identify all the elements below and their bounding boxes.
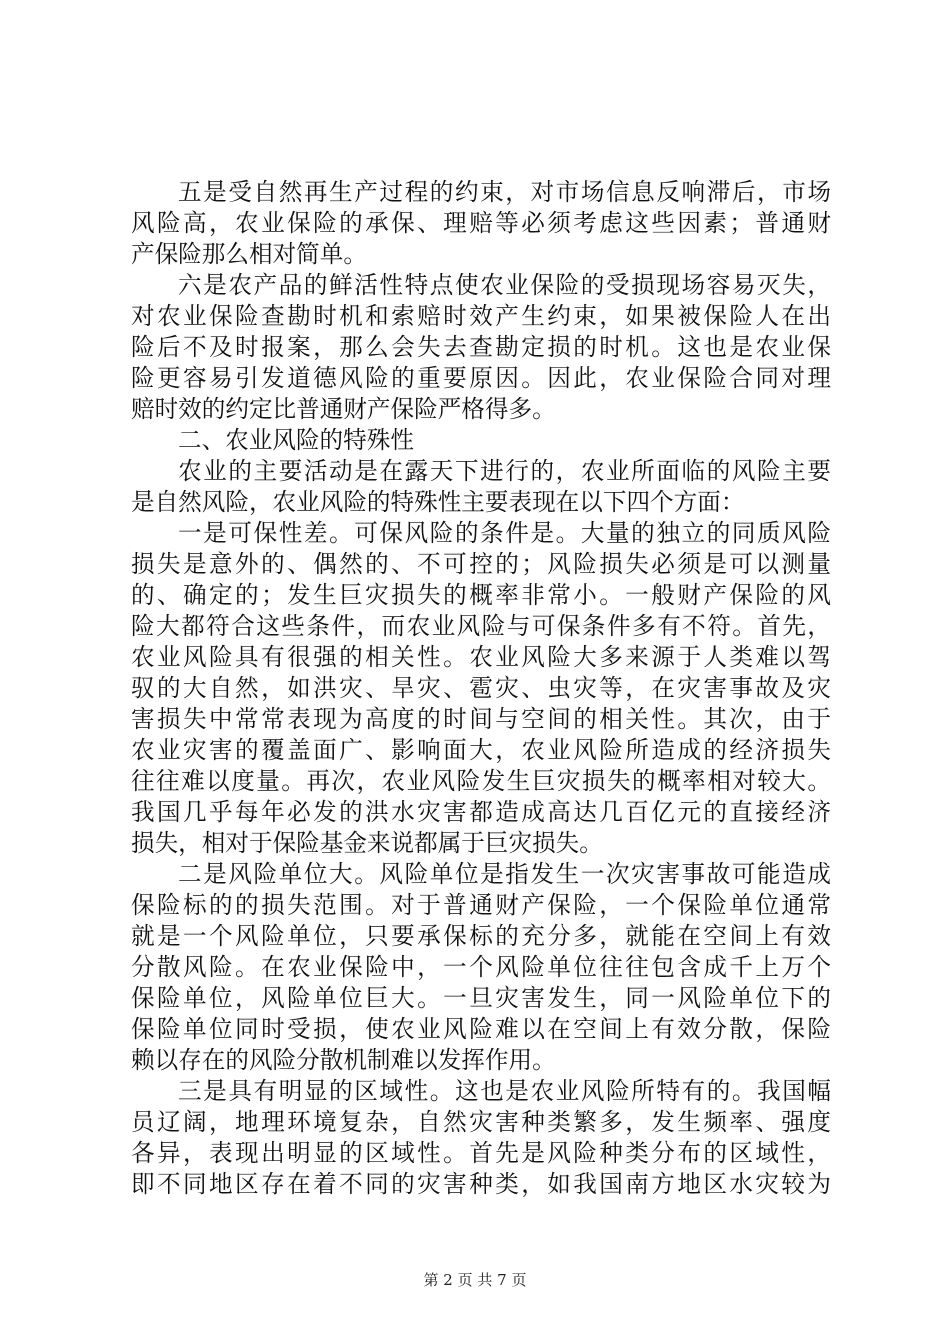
paragraph-line: 分散风险。在农业保险中，一个风险单位往往包含成千上万个	[131, 953, 831, 981]
paragraph-line: 保险标的的损失范围。对于普通财产保险，一个保险单位通常	[131, 891, 831, 919]
paragraph-line: 损失，相对于保险基金来说都属于巨灾损失。	[131, 829, 603, 857]
paragraph-line: 险更容易引发道德风险的重要原因。因此，农业保险合同对理	[131, 364, 831, 392]
paragraph-line: 六是农产品的鲜活性特点使农业保险的受损现场容易灭失，	[178, 271, 831, 299]
paragraph-line: 害损失中常常表现为高度的时间与空间的相关性。其次，由于	[131, 705, 831, 733]
paragraph-line: 险后不及时报案，那么会失去查勘定损的时机。这也是农业保	[131, 333, 831, 361]
paragraph-line: 就是一个风险单位，只要承保标的充分多，就能在空间上有效	[131, 922, 831, 950]
paragraph-line: 风险高，农业保险的承保、理赔等必须考虑这些因素；普通财	[131, 209, 831, 237]
section-heading: 二、农业风险的特殊性	[178, 426, 414, 454]
paragraph-line: 一是可保性差。可保风险的条件是。大量的独立的同质风险	[178, 519, 831, 547]
paragraph-line: 赔时效的约定比普通财产保险严格得多。	[131, 395, 556, 423]
paragraph-line: 保险单位同时受损，使农业风险难以在空间上有效分散，保险	[131, 1015, 831, 1043]
paragraph-line: 的、确定的；发生巨灾损失的概率非常小。一般财产保险的风	[131, 581, 831, 609]
paragraph-line: 农业的主要活动是在露天下进行的，农业所面临的风险主要	[178, 457, 831, 485]
paragraph-line: 农业风险具有很强的相关性。农业风险大多来源于人类难以驾	[131, 643, 831, 671]
paragraph-line: 我国几乎每年必发的洪水灾害都造成高达几百亿元的直接经济	[131, 798, 831, 826]
paragraph-line: 往往难以度量。再次，农业风险发生巨灾损失的概率相对较大。	[131, 767, 831, 795]
paragraph-line: 农业灾害的覆盖面广、影响面大，农业风险所造成的经济损失	[131, 736, 831, 764]
paragraph-line: 是自然风险，农业风险的特殊性主要表现在以下四个方面：	[131, 488, 745, 516]
page-number-footer: 第 2 页 共 7 页	[423, 1271, 527, 1289]
paragraph-line: 赖以存在的风险分散机制难以发挥作用。	[131, 1046, 556, 1074]
paragraph-line: 驭的大自然，如洪灾、旱灾、雹灾、虫灾等，在灾害事故及灾	[131, 674, 831, 702]
paragraph-line: 损失是意外的、偶然的、不可控的；风险损失必须是可以测量	[131, 550, 831, 578]
paragraph-line: 产保险那么相对简单。	[131, 240, 367, 268]
paragraph-line: 即不同地区存在着不同的灾害种类，如我国南方地区水灾较为	[131, 1170, 831, 1198]
paragraph-line: 各异，表现出明显的区域性。首先是风险种类分布的区域性，	[131, 1139, 831, 1167]
paragraph-line: 五是受自然再生产过程的约束，对市场信息反响滞后，市场	[178, 178, 831, 206]
paragraph-line: 员辽阔，地理环境复杂，自然灾害种类繁多，发生频率、强度	[131, 1108, 831, 1136]
paragraph-line: 对农业保险查勘时机和索赔时效产生约束，如果被保险人在出	[131, 302, 831, 330]
paragraph-line: 险大都符合这些条件，而农业风险与可保条件多有不符。首先，	[131, 612, 831, 640]
paragraph-line: 保险单位，风险单位巨大。一旦灾害发生，同一风险单位下的	[131, 984, 831, 1012]
paragraph-line: 二是风险单位大。风险单位是指发生一次灾害事故可能造成	[178, 860, 831, 888]
paragraph-line: 三是具有明显的区域性。这也是农业风险所特有的。我国幅	[178, 1077, 831, 1105]
